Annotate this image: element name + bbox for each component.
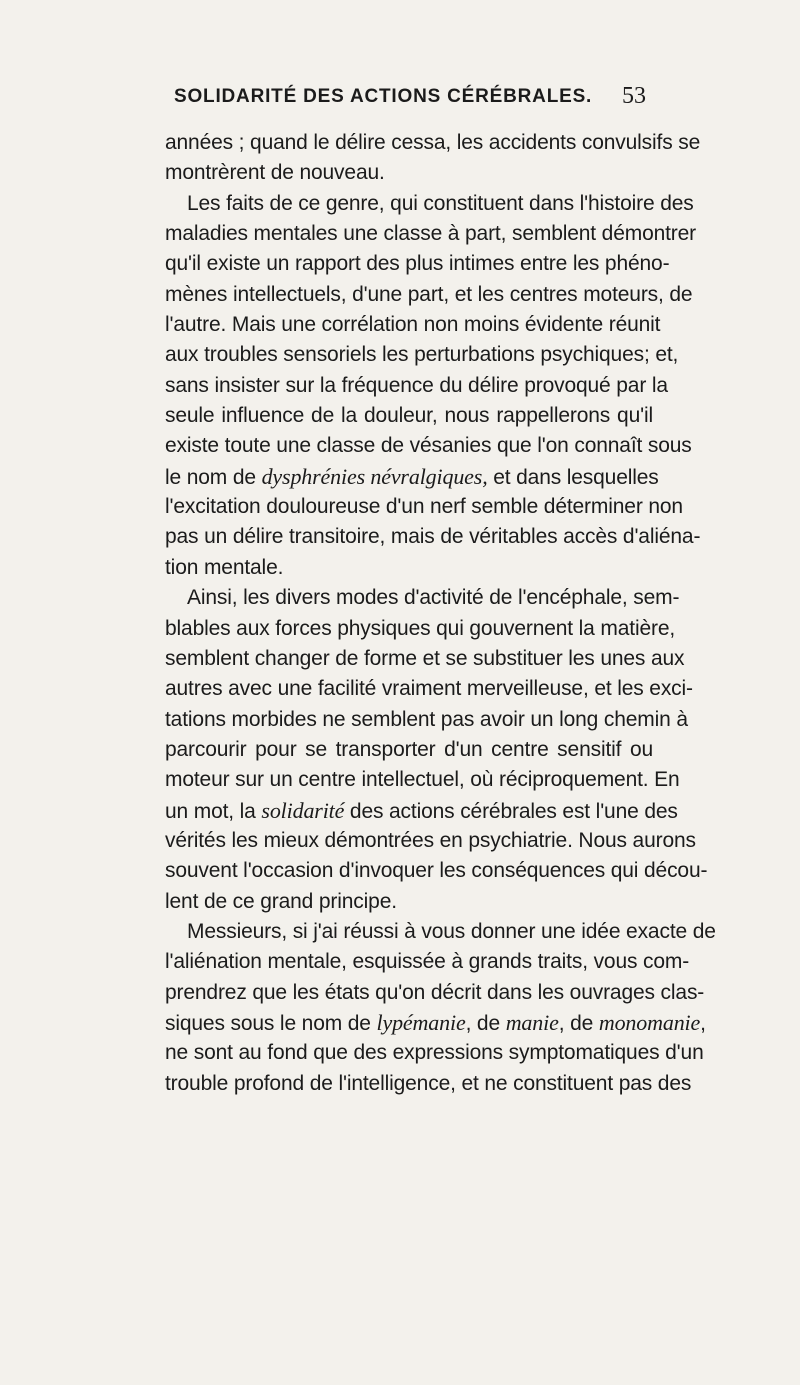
text-line: mènes intellectuels, d'une part, et les centres moteurs, de [165, 282, 693, 306]
text-line: qu'il existe un rapport des plus intimes entre les phéno- [165, 252, 670, 276]
text-run: le nom de [165, 465, 262, 489]
italic-term: dysphrénies névralgiques, [261, 463, 488, 489]
text-line-with-italic [165, 462, 659, 492]
text-run: un mot, la [165, 799, 262, 823]
text-line: trouble profond de l'intelligence, et ne constituent pas des [165, 1071, 692, 1095]
text-run: , de [465, 1011, 506, 1035]
text-line: Les faits de ce genre, qui constituent dans l'histoire des [187, 191, 694, 215]
text-run: , [700, 1011, 706, 1035]
text-line: années ; quand le délire cessa, les accidents convulsifs se [165, 131, 701, 154]
text-line: maladies mentales une classe à part, semblent démontrer [165, 222, 697, 246]
italic-term: lypémanie [376, 1009, 466, 1035]
text-line: sans insister sur la fréquence du délire provoqué par la [165, 373, 668, 397]
text-line: souvent l'occasion d'invoquer les conséquences qui décou- [165, 859, 708, 883]
text-line: tion mentale. [165, 555, 284, 579]
text-line: lent de ce grand principe. [165, 889, 397, 913]
text-line: montrèrent de nouveau. [165, 161, 385, 185]
text-run: des actions cérébrales est l'une des [344, 799, 678, 823]
text-line: autres avec une facilité vraiment merveilleuse, et les exci- [165, 677, 693, 701]
text-line: l'aliénation mentale, esquissée à grands traits, vous com- [165, 950, 690, 974]
text-line-with-italics [165, 1008, 706, 1038]
text-line: vérités les mieux démontrées en psychiatrie. Nous aurons [165, 828, 696, 852]
body-text [165, 128, 716, 1099]
text-line: tations morbides ne semblent pas avoir un long chemin à [165, 707, 688, 731]
text-line: l'excitation douloureuse d'un nerf semble déterminer non [165, 495, 683, 519]
text-line-with-italic [165, 796, 678, 826]
text-line: semblent changer de forme et se substituer les unes aux [165, 646, 685, 670]
text-line: ne sont au fond que des expressions symptomatiques d'un [165, 1041, 704, 1065]
text-run: siques sous le nom de [165, 1011, 377, 1035]
text-line: prendrez que les états qu'on décrit dans les ouvrages clas- [165, 980, 705, 1004]
text-run: , de [558, 1011, 599, 1035]
text-line: existe toute une classe de vésanies que l'on connaît sous [165, 434, 692, 458]
text-line: Ainsi, les divers modes d'activité de l'encéphale, sem- [187, 586, 680, 610]
paragraph-1 [165, 128, 701, 189]
paragraph-2 [165, 189, 701, 583]
text-line: pas un délire transitoire, mais de véritables accès d'aliéna- [165, 525, 701, 549]
italic-term: monomanie [598, 1009, 701, 1035]
text-line: Messieurs, si j'ai réussi à vous donner une idée exacte de [187, 919, 716, 943]
text-line: moteur sur un centre intellectuel, où réciproquement. En [165, 768, 680, 792]
text-line: seule influence de la douleur, nous rappellerons qu'il [165, 404, 653, 428]
text-line: aux troubles sensoriels les perturbations psychiques; et, [165, 343, 679, 367]
running-head [160, 83, 660, 116]
italic-term: manie [505, 1009, 559, 1035]
text-line: l'autre. Mais une corrélation non moins évidente réunit [165, 313, 661, 337]
page-number: 53 [622, 83, 646, 109]
text-run: et dans lesquelles [487, 465, 659, 489]
running-title: SOLIDARITÉ DES ACTIONS CÉRÉBRALES. [174, 86, 593, 107]
paragraph-4 [165, 917, 716, 1099]
paragraph-3 [165, 583, 708, 917]
text-line: parcourir pour se transporter d'un centre sensitif ou [165, 737, 653, 761]
text-line: blables aux forces physiques qui gouvernent la matière, [165, 616, 676, 640]
italic-term: solidarité [261, 797, 345, 823]
